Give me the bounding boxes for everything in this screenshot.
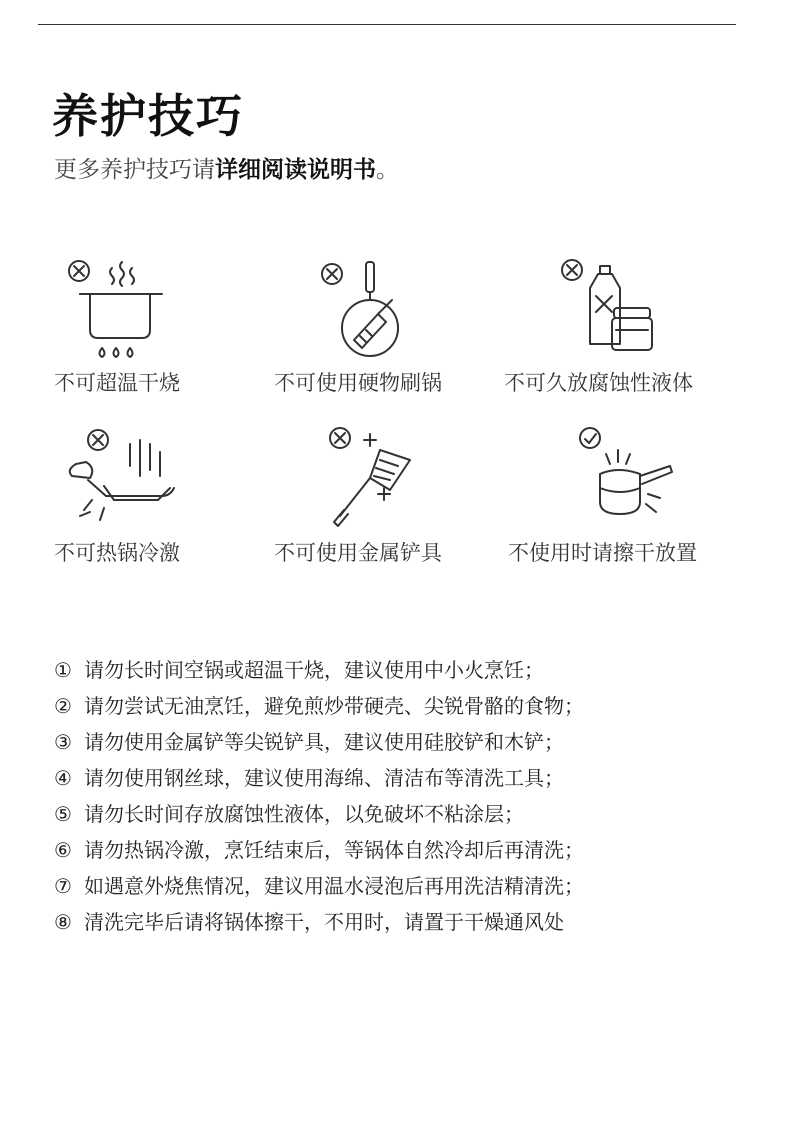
tip-item <box>54 688 754 724</box>
tip-item <box>54 904 754 940</box>
tip-number: ⑦ <box>54 874 72 898</box>
tip-item <box>54 868 754 904</box>
care-item-corrosive-liquid <box>504 256 744 416</box>
care-item-label: 不使用时请擦干放置 <box>508 541 697 565</box>
page-subtitle <box>54 154 399 186</box>
tip-item <box>54 796 754 832</box>
care-item-dry-storage <box>508 426 748 586</box>
tip-item <box>54 832 754 868</box>
subtitle-prefix: 更多养护技巧请 <box>54 157 215 183</box>
care-tips-list <box>54 652 754 940</box>
tip-item <box>54 760 754 796</box>
care-item-label: 不可使用硬物刷锅 <box>274 371 442 395</box>
tip-number: ② <box>54 694 72 718</box>
care-item-label: 不可超温干烧 <box>54 371 180 395</box>
subtitle-suffix: 。 <box>376 157 399 183</box>
no-metal-spatula-icon <box>274 426 414 536</box>
tip-number: ① <box>54 658 72 682</box>
no-dry-heating-icon <box>54 256 174 366</box>
care-item-cold-shock <box>54 426 294 586</box>
tip-text: 请勿尝试无油烹饪，避免煎炒带硬壳、尖锐骨骼的食物； <box>84 694 584 718</box>
page-title: 养护技巧 <box>52 89 244 143</box>
care-item-hard-utensil <box>274 256 514 416</box>
tip-text: 请勿热锅冷激，烹饪结束后，等锅体自然冷却后再清洗； <box>84 838 584 862</box>
care-item-metal-spatula <box>274 426 514 586</box>
tip-number: ⑧ <box>54 910 72 934</box>
tip-text: 请勿长时间存放腐蚀性液体，以免破坏不粘涂层； <box>84 802 524 826</box>
tip-number: ⑤ <box>54 802 72 826</box>
top-divider <box>38 24 736 25</box>
care-item-dry-heating <box>54 256 294 416</box>
tip-text: 请勿使用金属铲等尖锐铲具，建议使用硅胶铲和木铲； <box>84 730 564 754</box>
tip-number: ④ <box>54 766 72 790</box>
no-cold-shock-icon <box>54 426 194 536</box>
tip-item <box>54 652 754 688</box>
care-item-label: 不可使用金属铲具 <box>274 541 442 565</box>
subtitle-emphasis: 详细阅读说明书 <box>215 157 376 183</box>
no-hard-utensil-icon <box>274 256 414 366</box>
tip-number: ③ <box>54 730 72 754</box>
dry-storage-icon <box>508 426 678 536</box>
tip-text: 请勿长时间空锅或超温干烧，建议使用中小火烹饪； <box>84 658 544 682</box>
tip-text: 如遇意外烧焦情况，建议用温水浸泡后再用洗洁精清洗； <box>84 874 584 898</box>
care-item-label: 不可热锅冷激 <box>54 541 180 565</box>
tip-item <box>54 724 754 760</box>
tip-number: ⑥ <box>54 838 72 862</box>
tip-text: 请勿使用钢丝球，建议使用海绵、清洁布等清洗工具； <box>84 766 564 790</box>
care-item-label: 不可久放腐蚀性液体 <box>504 371 693 395</box>
no-corrosive-liquid-icon <box>504 256 664 366</box>
tip-text: 清洗完毕后请将锅体擦干，不用时，请置于干燥通风处 <box>84 910 564 934</box>
